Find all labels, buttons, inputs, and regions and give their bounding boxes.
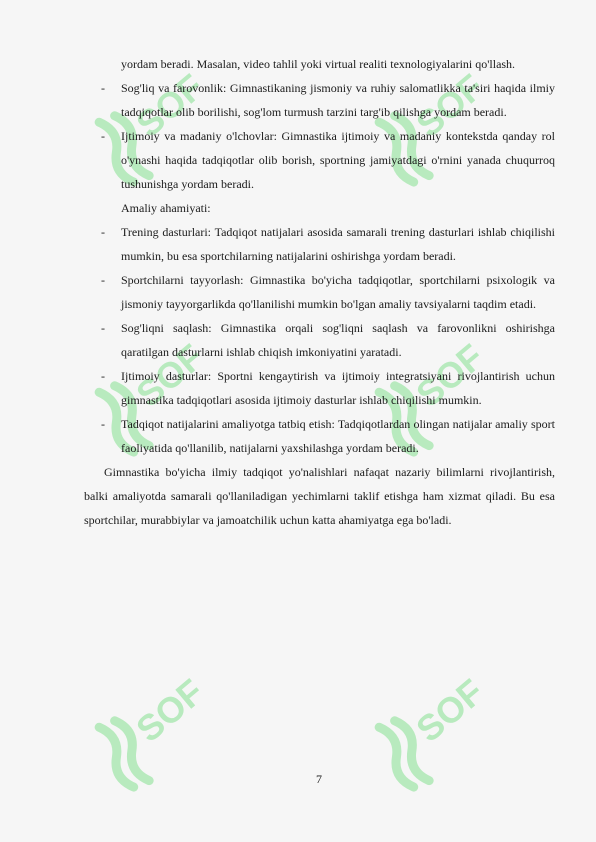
svg-text:SOF: SOF [128,670,212,750]
body-text [84,52,555,532]
closing-paragraph: Gimnastika bo'yicha ilmiy tadqiqot yo'nalishlari nafaqat nazariy bilimlarni rivojlantirish, balki amaliyotda samarali qo'llaniladigan yechimlarni taklif etishga ham xizmat qiladi. Bu esa sportchilar, murabbiylar va jamoatchilik uchun katta ahamiyatga ega bo'ladi. [84,465,555,527]
svg-text:SOF: SOF [408,335,492,415]
list-item [84,124,555,196]
list-dash: - [101,129,105,143]
list-item-text: Sog'liqni saqlash: Gimnastika orqali sog'liqni saqlash va farovonlikni oshirishga qaratilgan dasturlarni ishlab chiqish imkoniyatini yaratadi. [121,321,555,359]
list-item-text: Sog'liq va farovonlik: Gimnastikaning jismoniy va ruhiy salomatlikka ta'siri haqida ilmiy tadqiqotlar olib borilishi, sog'lom turmush tarzini targ'ib qilishga yordam beradi. [121,81,555,119]
list-item [84,364,555,412]
list-item [84,316,555,364]
subheading: Amaliy ahamiyati: [121,201,211,215]
list-item [84,412,555,460]
list-item [84,268,555,316]
svg-text:SOF: SOF [408,670,492,750]
list-dash: - [101,81,105,95]
list-dash: - [101,273,105,287]
list-item-text: Tadqiqot natijalarini amaliyotga tatbiq etish: Tadqiqotlardan olingan natijalar amaliy sport faoliyatida qo'llanilib, natijalarni yaxshilashga yordam beradi. [121,417,555,455]
list-dash: - [101,369,105,383]
list-item-text: Ijtimoiy dasturlar: Sportni kengaytirish va ijtimoiy integratsiyani rivojlantirish uchun gimnastika tadqiqotlari asosida ijtimoiy dasturlar ishlab chiqilishi mumkin. [121,369,555,407]
svg-text:SOF: SOF [128,335,212,415]
list-item-text: Ijtimoiy va madaniy o'lchovlar: Gimnastika ijtimoiy va madaniy kontekstda qanday rol o'ynashi haqida tadqiqotlar olib borish, sportning jamiyatdagi o'rnini yanada chuqurroq tushunishga yordam beradi. [121,129,555,191]
list-item-text: Trening dasturlari: Tadqiqot natijalari asosida samarali trening dasturlari ishlab chiqilishi mumkin, bu esa sportchilarning natijalarini oshirishga yordam beradi. [121,225,555,263]
svg-text:SOF: SOF [408,65,492,145]
page-number: 7 [316,772,322,786]
list-dash: - [101,321,105,335]
list-item-text: Sportchilarni tayyorlash: Gimnastika bo'yicha tadqiqotlar, sportchilarni psixologik va jismoniy tayyorgarlikda qo'llanilishi mumkin bo'lgan amaliy tavsiyalarni taqdim etadi. [121,273,555,311]
list-item [84,76,555,124]
list-dash: - [101,225,105,239]
list-dash: - [101,417,105,431]
list-item [84,220,555,268]
lead-continuation: yordam beradi. Masalan, video tahlil yoki virtual realiti texnologiyalarini qo'llash. [121,57,516,71]
svg-text:SOF: SOF [128,65,212,145]
